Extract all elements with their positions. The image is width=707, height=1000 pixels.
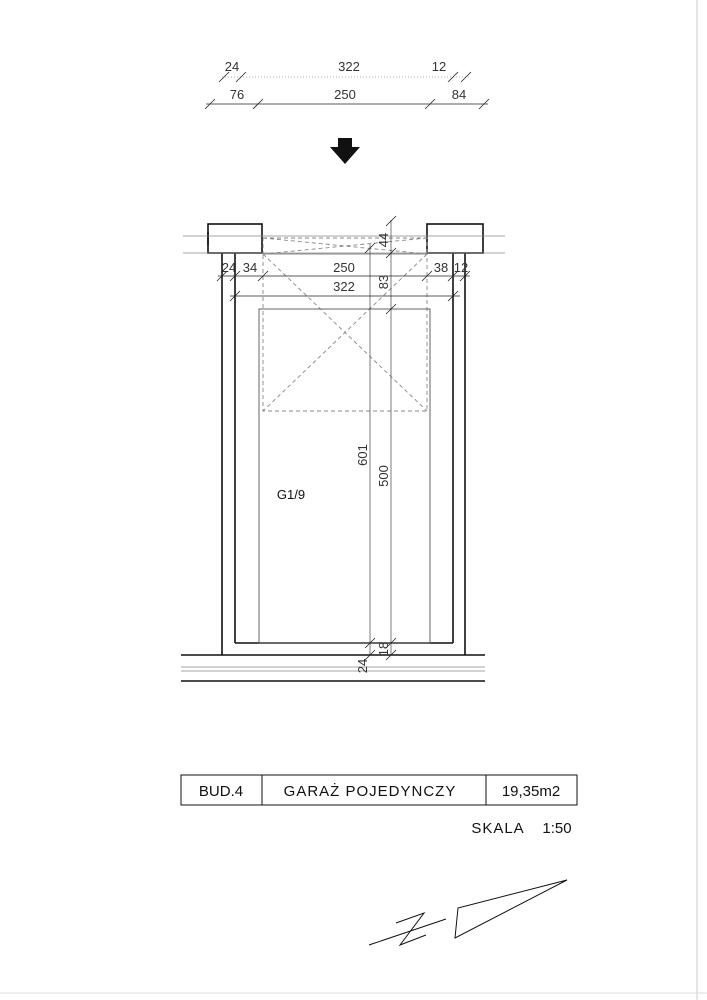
dim-lintel-44: 44 bbox=[376, 232, 391, 248]
scale-label: SKALA bbox=[471, 820, 525, 837]
dim-right-gap-38: 38 bbox=[433, 260, 449, 275]
dim-bottom-24: 24 bbox=[355, 658, 370, 674]
dim-interior-601: 601 bbox=[355, 444, 370, 466]
dim-top-250: 250 bbox=[334, 87, 356, 102]
dim-lintel-83: 83 bbox=[376, 274, 391, 290]
title-area: 19,35m2 bbox=[501, 783, 561, 800]
title-name: GARAŻ POJEDYNCZY bbox=[283, 783, 457, 800]
dim-door-250: 250 bbox=[333, 260, 355, 275]
dim-inner-322: 322 bbox=[333, 279, 355, 294]
room-label: G1/9 bbox=[276, 487, 306, 502]
dim-slab-500: 500 bbox=[376, 465, 391, 487]
dim-left-wall-24: 24 bbox=[221, 260, 237, 275]
lintel-lines bbox=[181, 236, 505, 674]
dim-top-76: 76 bbox=[229, 87, 245, 102]
title-building: BUD.4 bbox=[198, 783, 244, 800]
dim-top-12: 12 bbox=[431, 59, 447, 74]
dim-top-322: 322 bbox=[338, 59, 360, 74]
dim-left-gap-34: 34 bbox=[242, 260, 258, 275]
north-arrow-icon bbox=[369, 880, 567, 945]
dim-bottom-18: 18 bbox=[376, 641, 391, 657]
dim-top-84: 84 bbox=[451, 87, 467, 102]
dim-top-24: 24 bbox=[224, 59, 240, 74]
entrance-arrow-icon bbox=[330, 138, 360, 164]
right-pier bbox=[427, 224, 483, 253]
floor-slab-outline bbox=[259, 309, 430, 643]
dim-right-wall-12: 12 bbox=[453, 260, 469, 275]
left-pier bbox=[208, 224, 262, 253]
scale-value: 1:50 bbox=[542, 820, 572, 837]
